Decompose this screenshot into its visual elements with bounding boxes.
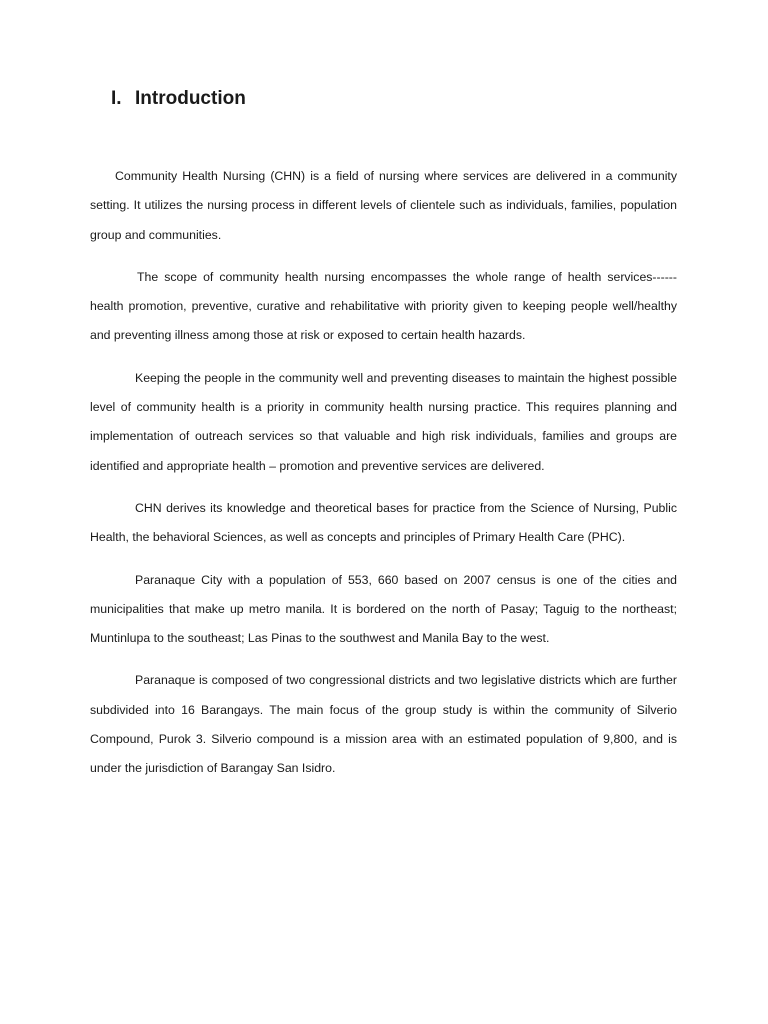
paragraph-scope: The scope of community health nursing encompasses the whole range of health services------ health promotion, preventive, curative and rehabilitative with priority given to keeping people well/healthy and preventing illness among those at risk or exposed to certain health hazards. <box>90 269 677 343</box>
section-title: Introduction <box>135 88 246 109</box>
paragraph-community-health: Keeping the people in the community well and preventing diseases to maintain the highest possible level of community health is a priority in community health nursing practice. This requires planning and implementation of outreach services so that valuable and high risk individuals, families and groups are identified and appropriate health – promotion and preventive services are delivered. <box>90 370 677 473</box>
section-heading <box>111 88 246 110</box>
paragraph-paranaque-city: Paranaque City with a population of 553, 660 based on 2007 census is one of the cities and municipalities that make up metro manila. It is bordered on the north of Pasay; Taguig to the northeast; Muntinlupa to the southeast; Las Pinas to the southwest and Manila Bay to the west. <box>90 572 677 646</box>
section-number: I. <box>111 88 122 109</box>
paragraph-silverio-compound: Paranaque is composed of two congressional districts and two legislative districts which are further subdivided into 16 Barangays. The main focus of the group study is within the community of Silverio Compound, Purok 3. Silverio compound is a mission area with an estimated population of 9,800, and is under the jurisdiction of Barangay San Isidro. <box>90 673 677 776</box>
paragraph-knowledge-bases: CHN derives its knowledge and theoretical bases for practice from the Science of Nursing, Public Health, the behavioral Sciences, as well as concepts and principles of Primary Health Care (PHC). <box>90 500 677 545</box>
paragraph-chn-definition: Community Health Nursing (CHN) is a field of nursing where services are delivered in a community setting. It utilizes the nursing process in different levels of clientele such as individuals, families, population group and communities. <box>90 169 677 242</box>
body-text <box>90 162 677 797</box>
